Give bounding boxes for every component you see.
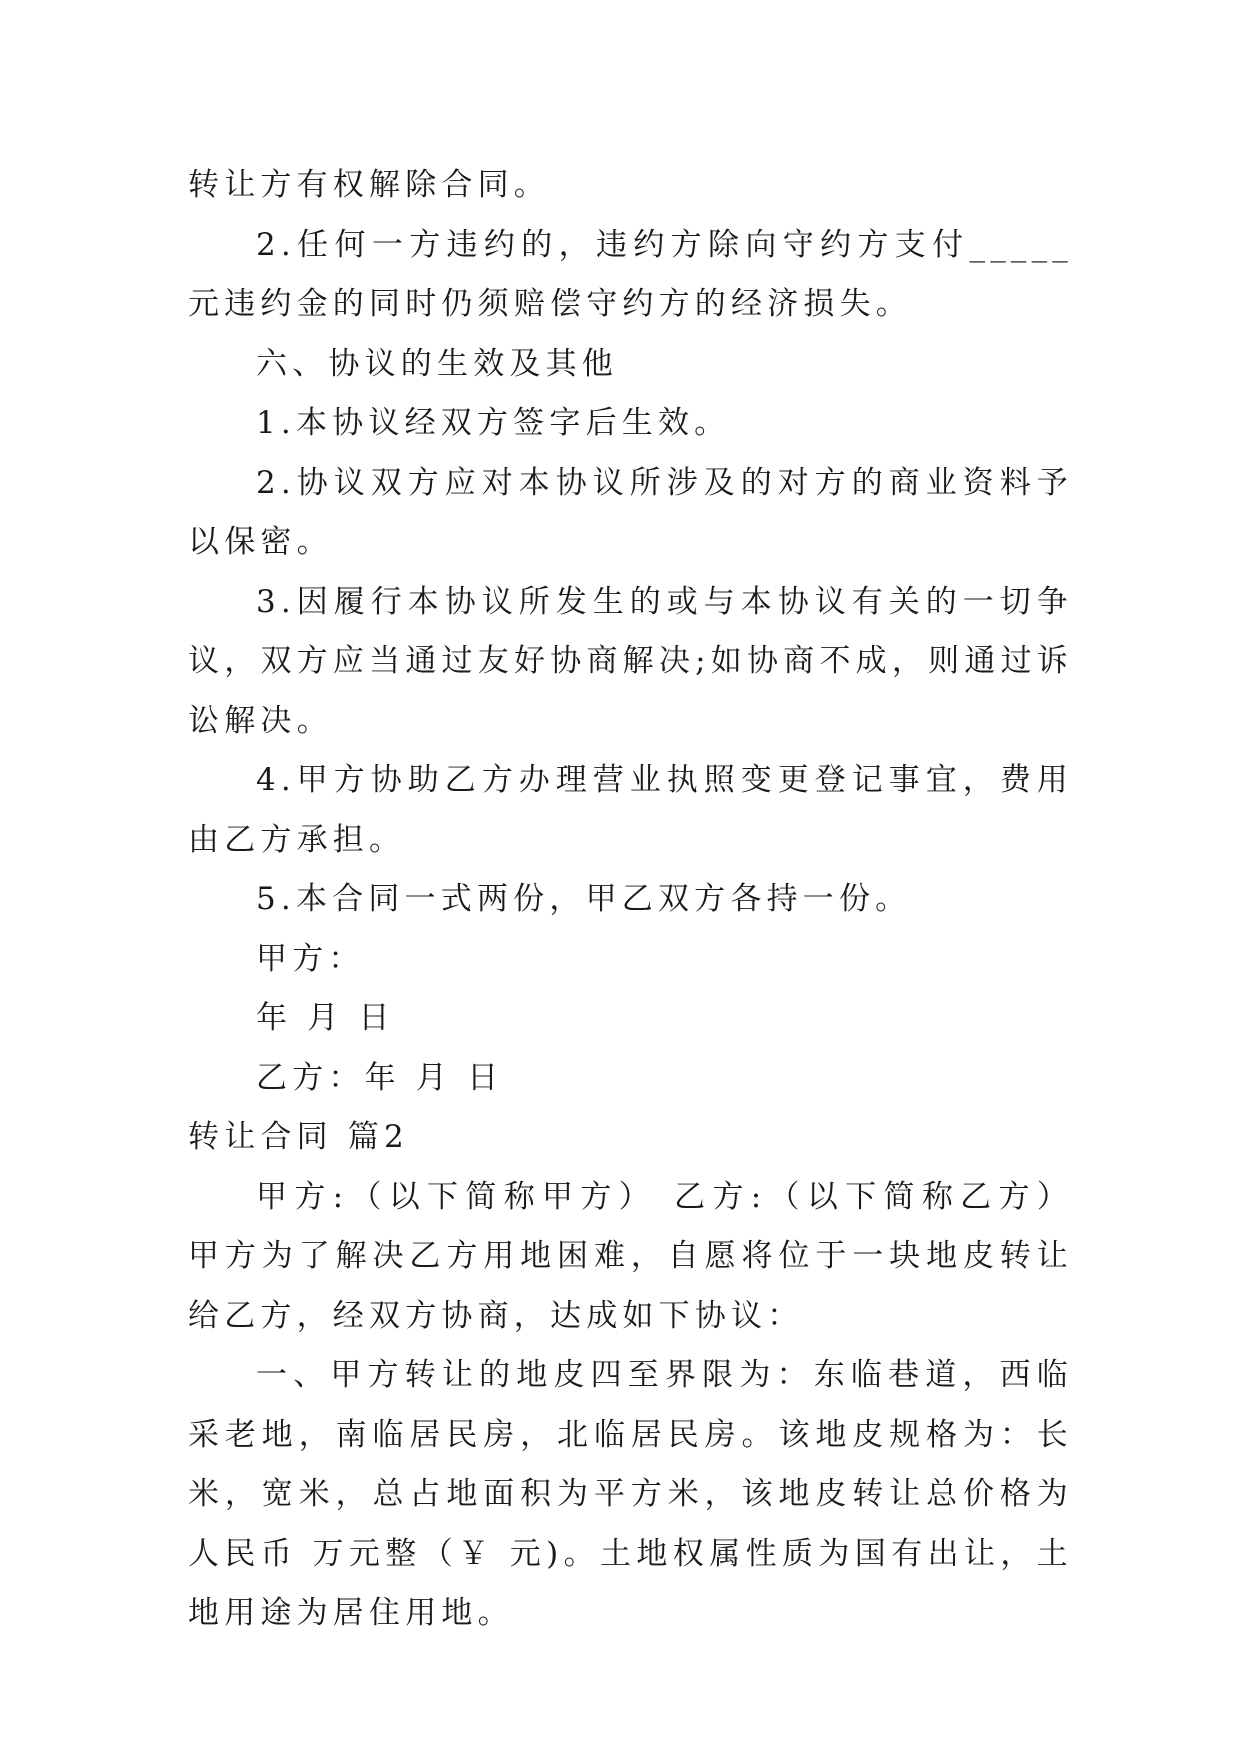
- paragraph-breach-penalty: 2.任何一方违约的，违约方除向守约方支付_____元违约金的同时仍须赔偿守约方的经济损失。: [188, 226, 1073, 322]
- section-heading-effect: 六、协议的生效及其他: [256, 345, 618, 382]
- clause-license-change: 4.甲方协助乙方办理营业执照变更登记事宜，费用由乙方承担。: [188, 762, 1073, 858]
- clause-effective: 1.本协议经双方签字后生效。: [256, 405, 731, 441]
- clause-copies: 5.本合同一式两份，甲乙双方各持一份。: [256, 881, 912, 917]
- paragraph-intro: 甲方:（以下简称甲方） 乙方:（以下简称乙方） 甲方为了解决乙方用地困难，自愿将位于一块地皮转让给乙方，经双方协商，达成如下协议：: [188, 1178, 1089, 1334]
- signature-party-a: 甲方：: [256, 940, 365, 977]
- clause-confidentiality: 2.协议双方应对本协议所涉及的对方的商业资料予以保密。: [188, 464, 1073, 560]
- article-title: 转让合同 篇2: [188, 1119, 409, 1155]
- document-body: [188, 156, 1089, 1644]
- paragraph-land-boundaries: 一、甲方转让的地皮四至界限为：东临巷道，西临采老地，南临居民房，北临居民房。该地皮规格为：长米，宽米，总占地面积为平方米，该地皮转让总价格为人民币 万元整（￥ 元)。土地权属性质为国有出让，土地用途为居住用地。: [188, 1357, 1073, 1631]
- signature-party-b: 乙方：年 月 日: [256, 1059, 504, 1096]
- signature-date-a: 年 月 日: [256, 1000, 395, 1036]
- paragraph-termination-right: 转让方有权解除合同。: [188, 167, 550, 203]
- clause-dispute: 3.因履行本协议所发生的或与本协议有关的一切争议，双方应当通过友好协商解决;如协商不成，则通过诉讼解决。: [188, 583, 1073, 739]
